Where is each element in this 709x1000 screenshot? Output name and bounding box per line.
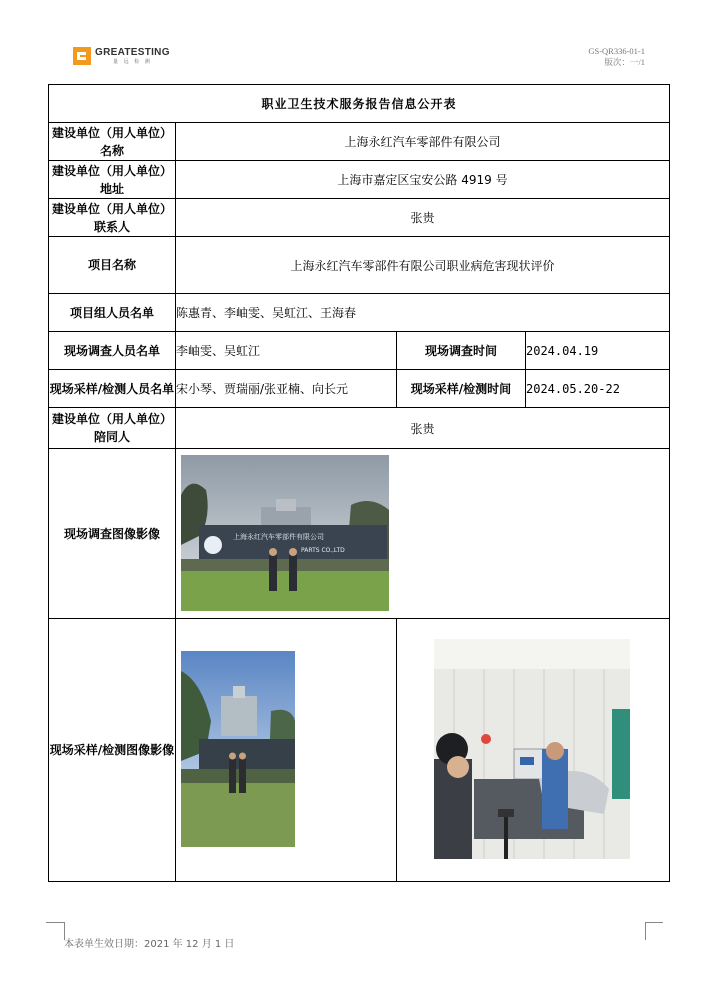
survey-time-label: 现场调查时间: [397, 332, 526, 370]
escort-label: 建设单位（用人单位）陪同人: [49, 408, 176, 449]
survey-site-photo: [181, 455, 389, 611]
sampling-photo-label: 现场采样/检测图像影像: [49, 619, 176, 882]
sampling-site-photo-indoor: [434, 639, 630, 859]
contact-label: 建设单位（用人单位）联系人: [49, 199, 176, 237]
table-row: [49, 619, 670, 882]
sampling-site-photo-outdoor: [181, 651, 295, 847]
unit-name-value: 上海永红汽车零部件有限公司: [176, 123, 670, 161]
contact-value: 张贵: [176, 199, 670, 237]
photo-sign-cn: 上海永红汽车零部件有限公司: [233, 533, 324, 541]
unit-name-label: 建设单位（用人单位）名称: [49, 123, 176, 161]
table-row: [49, 370, 670, 408]
survey-photo-cell: [176, 449, 670, 619]
crop-mark-bottom-right: [645, 922, 664, 940]
crop-mark-bottom-left-h: [46, 922, 64, 923]
survey-photo-label: 现场调查图像影像: [49, 449, 176, 619]
table-row: [49, 199, 670, 237]
crop-mark-bottom-right-h: [645, 922, 663, 923]
project-label: 项目名称: [49, 237, 176, 294]
table-row: [49, 237, 670, 294]
team-label: 项目组人员名单: [49, 294, 176, 332]
project-value: 上海永红汽车零部件有限公司职业病危害现状评价: [176, 237, 670, 294]
doc-code: GS-QR336-01-1: [588, 46, 645, 56]
survey-time-value: 2024.04.19: [526, 332, 670, 370]
survey-staff-label: 现场调查人员名单: [49, 332, 176, 370]
unit-address-value: 上海市嘉定区宝安公路 4919 号: [176, 161, 670, 199]
brand-name: GREATESTING: [95, 47, 170, 58]
effective-date-footer: 本表单生效日期：2021 年 12 月 1 日: [64, 939, 235, 950]
team-value: 陈惠青、李岫雯、吴虹江、王海春: [176, 294, 670, 332]
sampling-photo-cell-left: [176, 619, 397, 882]
unit-address-label: 建设单位（用人单位）地址: [49, 161, 176, 199]
logo-mark-icon: [73, 47, 91, 65]
table-row: [49, 123, 670, 161]
brand-subtitle: 量 远 检 测: [113, 59, 152, 65]
sampling-photo-cell-right: [397, 619, 670, 882]
survey-staff-value: 李岫雯、吴虹江: [176, 332, 397, 370]
table-title: 职业卫生技术服务报告信息公开表: [49, 85, 670, 123]
title-row: [49, 85, 670, 123]
table-row: [49, 332, 670, 370]
escort-value: 张贵: [176, 408, 670, 449]
crop-mark-bottom-left: [46, 922, 65, 940]
doc-edition: 版次：一/1: [604, 57, 645, 67]
disclosure-table: [48, 84, 670, 882]
sampling-time-value: 2024.05.20-22: [526, 370, 670, 408]
company-logo: [73, 46, 183, 68]
sampling-staff-label: 现场采样/检测人员名单: [49, 370, 176, 408]
sampling-time-label: 现场采样/检测时间: [397, 370, 526, 408]
table-row: [49, 294, 670, 332]
sampling-staff-value: 宋小琴、贾瑞丽/张亚楠、向长元: [176, 370, 397, 408]
table-row: [49, 161, 670, 199]
table-row: [49, 408, 670, 449]
table-row: [49, 449, 670, 619]
photo-sign-en: PARTS CO.,LTD: [301, 547, 345, 554]
document-code-block: [588, 46, 645, 68]
